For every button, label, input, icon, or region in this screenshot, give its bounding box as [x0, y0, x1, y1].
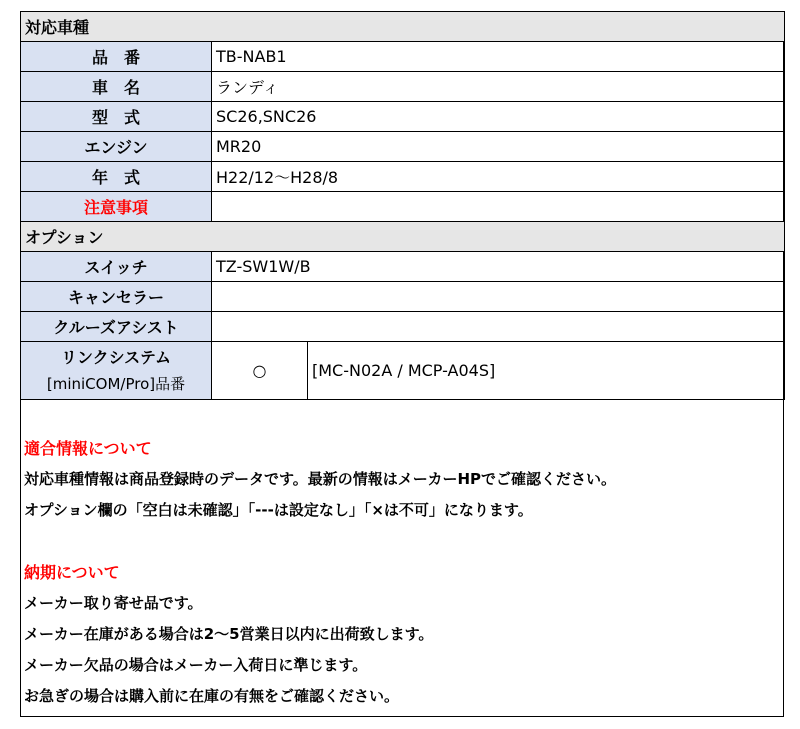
delivery-line: メーカー取り寄せ品です。	[24, 594, 203, 612]
table-row	[21, 192, 785, 222]
table-row	[21, 252, 785, 282]
fit-info-heading: 適合情報について	[24, 439, 152, 458]
part-number-label: 品 番	[21, 42, 212, 72]
switch-label: スイッチ	[21, 252, 212, 282]
table-row	[21, 342, 785, 400]
fit-info-line: 対応車種情報は商品登録時のデータです。最新の情報はメーカーHPでご確認ください。	[24, 470, 617, 488]
table-row	[21, 282, 785, 312]
delivery-heading: 納期について	[24, 563, 120, 582]
engine-label: エンジン	[21, 132, 212, 162]
switch-value: TZ-SW1W/B	[212, 252, 785, 282]
compatibility-sheet	[20, 11, 784, 717]
model-code-label: 型 式	[21, 102, 212, 132]
cruise-assist-value	[212, 312, 785, 342]
delivery-line: メーカー在庫がある場合は2～5営業日以内に出荷致します。	[24, 625, 434, 643]
canceller-label: キャンセラー	[21, 282, 212, 312]
model-code-value: SC26,SNC26	[212, 102, 785, 132]
car-name-value: ランディ	[212, 72, 785, 102]
table-row	[21, 102, 785, 132]
table-row	[21, 132, 785, 162]
options-section-title: オプション	[21, 222, 785, 252]
year-label: 年 式	[21, 162, 212, 192]
delivery-line: メーカー欠品の場合はメーカー入荷日に準じます。	[24, 656, 368, 674]
part-number-value: TB-NAB1	[212, 42, 785, 72]
link-system-mark: ○	[212, 342, 308, 400]
link-system-label-line2: [miniCOM/Pro]品番	[46, 374, 186, 393]
spacer	[24, 526, 774, 557]
fit-info-line: オプション欄の「空白は未確認」「---は設定なし」「×は不可」になります。	[24, 501, 533, 519]
table-row	[21, 72, 785, 102]
notes-section	[24, 433, 774, 712]
delivery-line: お急ぎの場合は購入前に在庫の有無をご確認ください。	[24, 687, 400, 705]
canceller-value	[212, 282, 785, 312]
link-system-label	[21, 342, 212, 400]
options-section-header	[21, 222, 785, 252]
link-system-value: [MC-N02A / MCP-A04S]	[308, 342, 785, 400]
link-system-label-line1: リンクシステム	[60, 347, 172, 367]
vehicle-section-title: 対応車種	[21, 12, 785, 42]
engine-value: MR20	[212, 132, 785, 162]
cruise-assist-label: クルーズアシスト	[21, 312, 212, 342]
car-name-label: 車 名	[21, 72, 212, 102]
table-row	[21, 42, 785, 72]
vehicle-section-header	[21, 12, 785, 42]
spec-table	[20, 11, 785, 400]
table-row	[21, 162, 785, 192]
caution-label: 注意事項	[21, 192, 212, 222]
table-row	[21, 312, 785, 342]
year-value: H22/12～H28/8	[212, 162, 785, 192]
caution-value	[212, 192, 785, 222]
